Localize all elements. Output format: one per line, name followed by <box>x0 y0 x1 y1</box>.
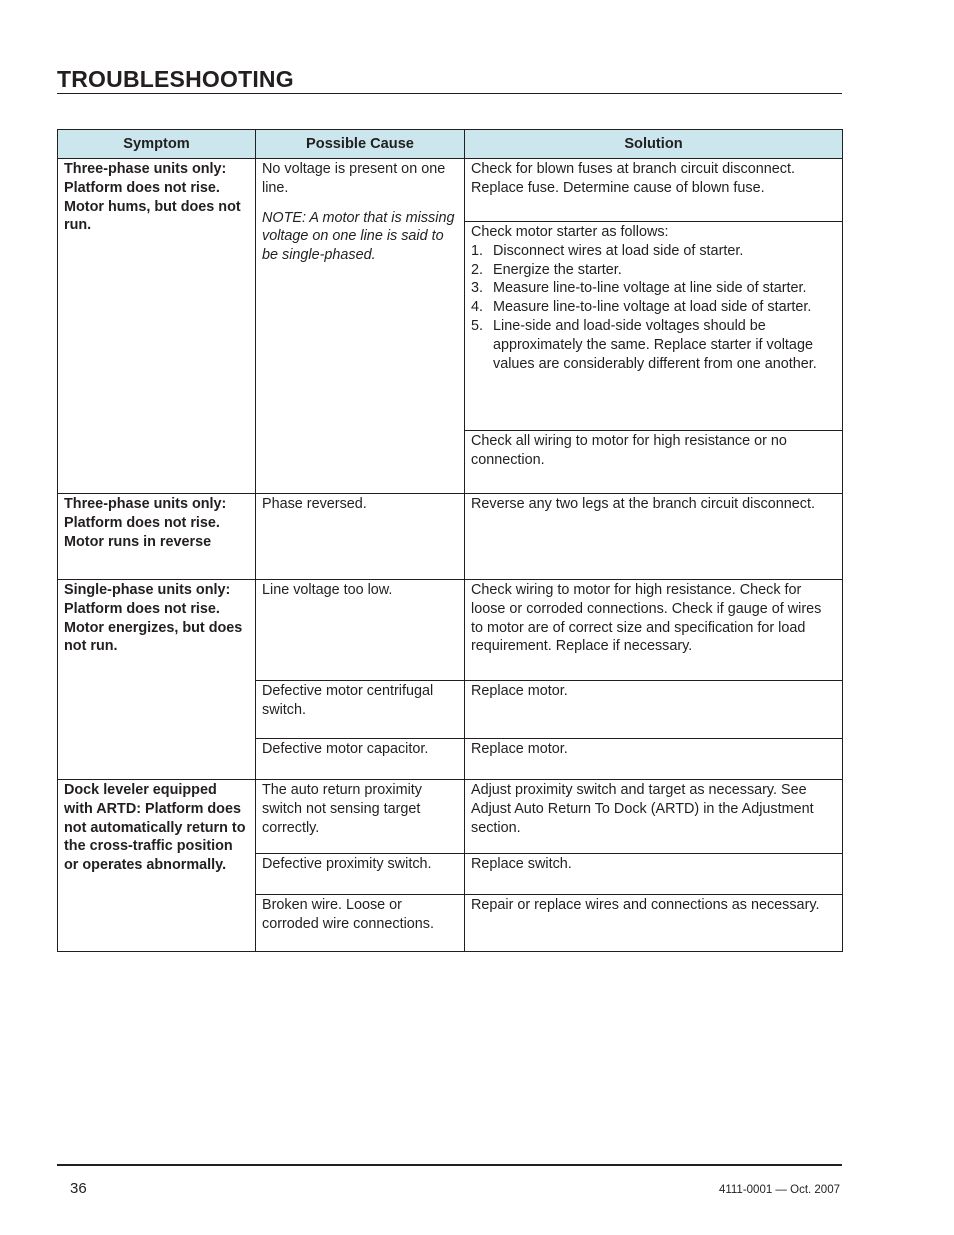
table-row <box>58 159 843 222</box>
cause-cell <box>256 780 465 854</box>
cause-text: The auto return proximity switch not sensing target correctly. <box>262 782 422 836</box>
solution-text: Replace switch. <box>471 856 572 872</box>
cause-cell <box>256 580 465 681</box>
solution-text: Repair or replace wires and connections as necessary. <box>471 897 820 913</box>
solution-cell <box>465 739 843 780</box>
solution-cell <box>465 681 843 739</box>
troubleshooting-table <box>57 129 843 952</box>
cause-note: NOTE: A motor that is missing voltage on one line is said to be single-phased. <box>262 209 455 264</box>
cause-cell <box>256 895 465 952</box>
title-rule <box>57 93 842 94</box>
symptom-text: Three-phase units only: Platform does not rise. Motor runs in reverse <box>64 496 227 550</box>
starter-steps-list <box>471 242 836 374</box>
solution-text: Reverse any two legs at the branch circuit disconnect. <box>471 496 815 512</box>
cause-cell <box>256 854 465 895</box>
footer-rule <box>57 1164 842 1166</box>
solution-text: Check all wiring to motor for high resistance or no connection. <box>471 433 787 468</box>
solution-text: Check wiring to motor for high resistance. Check for loose or corroded connections. Check if gauge of wires to motor are of correct size and specification for load requirement. Replace if necessary. <box>471 582 822 655</box>
header-symptom: Symptom <box>58 130 256 159</box>
list-item: 5. Line-side and load-side voltages should be approximately the same. Replace starter if voltage values are considerably different from one another. <box>471 317 817 372</box>
cause-text: Defective proximity switch. <box>262 856 432 872</box>
list-item: 2. Energize the starter. <box>471 261 622 278</box>
page-title: TROUBLESHOOTING <box>57 66 294 92</box>
symptom-cell <box>58 494 256 580</box>
page-number: 36 <box>70 1180 87 1197</box>
solution-text: Check for blown fuses at branch circuit disconnect. Replace fuse. Determine cause of blown fuse. <box>471 161 795 196</box>
cause-text: Defective motor capacitor. <box>262 741 429 757</box>
cause-cell <box>256 494 465 580</box>
symptom-text: Three-phase units only: Platform does not rise. Motor hums, but does not run. <box>64 161 241 234</box>
header-solution: Solution <box>465 130 843 159</box>
table-header-row <box>58 130 843 159</box>
solution-text: Adjust proximity switch and target as necessary. See Adjust Auto Return To Dock (ARTD) in the Adjustment section. <box>471 782 814 836</box>
table-row <box>58 580 843 681</box>
solution-cell <box>465 431 843 494</box>
solution-cell <box>465 895 843 952</box>
solution-cell <box>465 854 843 895</box>
cause-text: Phase reversed. <box>262 496 367 512</box>
header-cause: Possible Cause <box>256 130 465 159</box>
solution-text: Replace motor. <box>471 683 568 699</box>
cause-text: Defective motor centrifugal switch. <box>262 683 434 718</box>
document-id: 4111-0001 — Oct. 2007 <box>718 1184 840 1196</box>
list-item: 1. Disconnect wires at load side of starter. <box>471 242 744 259</box>
symptom-cell <box>58 780 256 952</box>
cause-cell <box>256 681 465 739</box>
list-item: 4. Measure line-to-line voltage at load side of starter. <box>471 299 812 316</box>
solution-cell <box>465 159 843 222</box>
symptom-text: Single-phase units only: Platform does not rise. Motor energizes, but does not run. <box>64 582 243 655</box>
cause-cell <box>256 159 465 494</box>
list-item: 3. Measure line-to-line voltage at line side of starter. <box>471 280 807 297</box>
cause-text: Broken wire. Loose or corroded wire connections. <box>262 897 434 932</box>
solution-cell <box>465 494 843 580</box>
solution-cell <box>465 580 843 681</box>
symptom-cell <box>58 580 256 780</box>
symptom-cell <box>58 159 256 494</box>
solution-cell <box>465 780 843 854</box>
table-row <box>58 780 843 854</box>
cause-text: No voltage is present on one line. <box>262 161 446 196</box>
symptom-text: Dock leveler equipped with ARTD: Platform does not automatically return to the cross-traffic position or operates abnormally. <box>64 782 246 874</box>
table-row <box>58 494 843 580</box>
cause-cell <box>256 739 465 780</box>
solution-text: Check motor starter as follows: <box>471 224 669 240</box>
solution-text: Replace motor. <box>471 741 568 757</box>
solution-cell <box>465 222 843 431</box>
cause-text: Line voltage too low. <box>262 582 393 598</box>
